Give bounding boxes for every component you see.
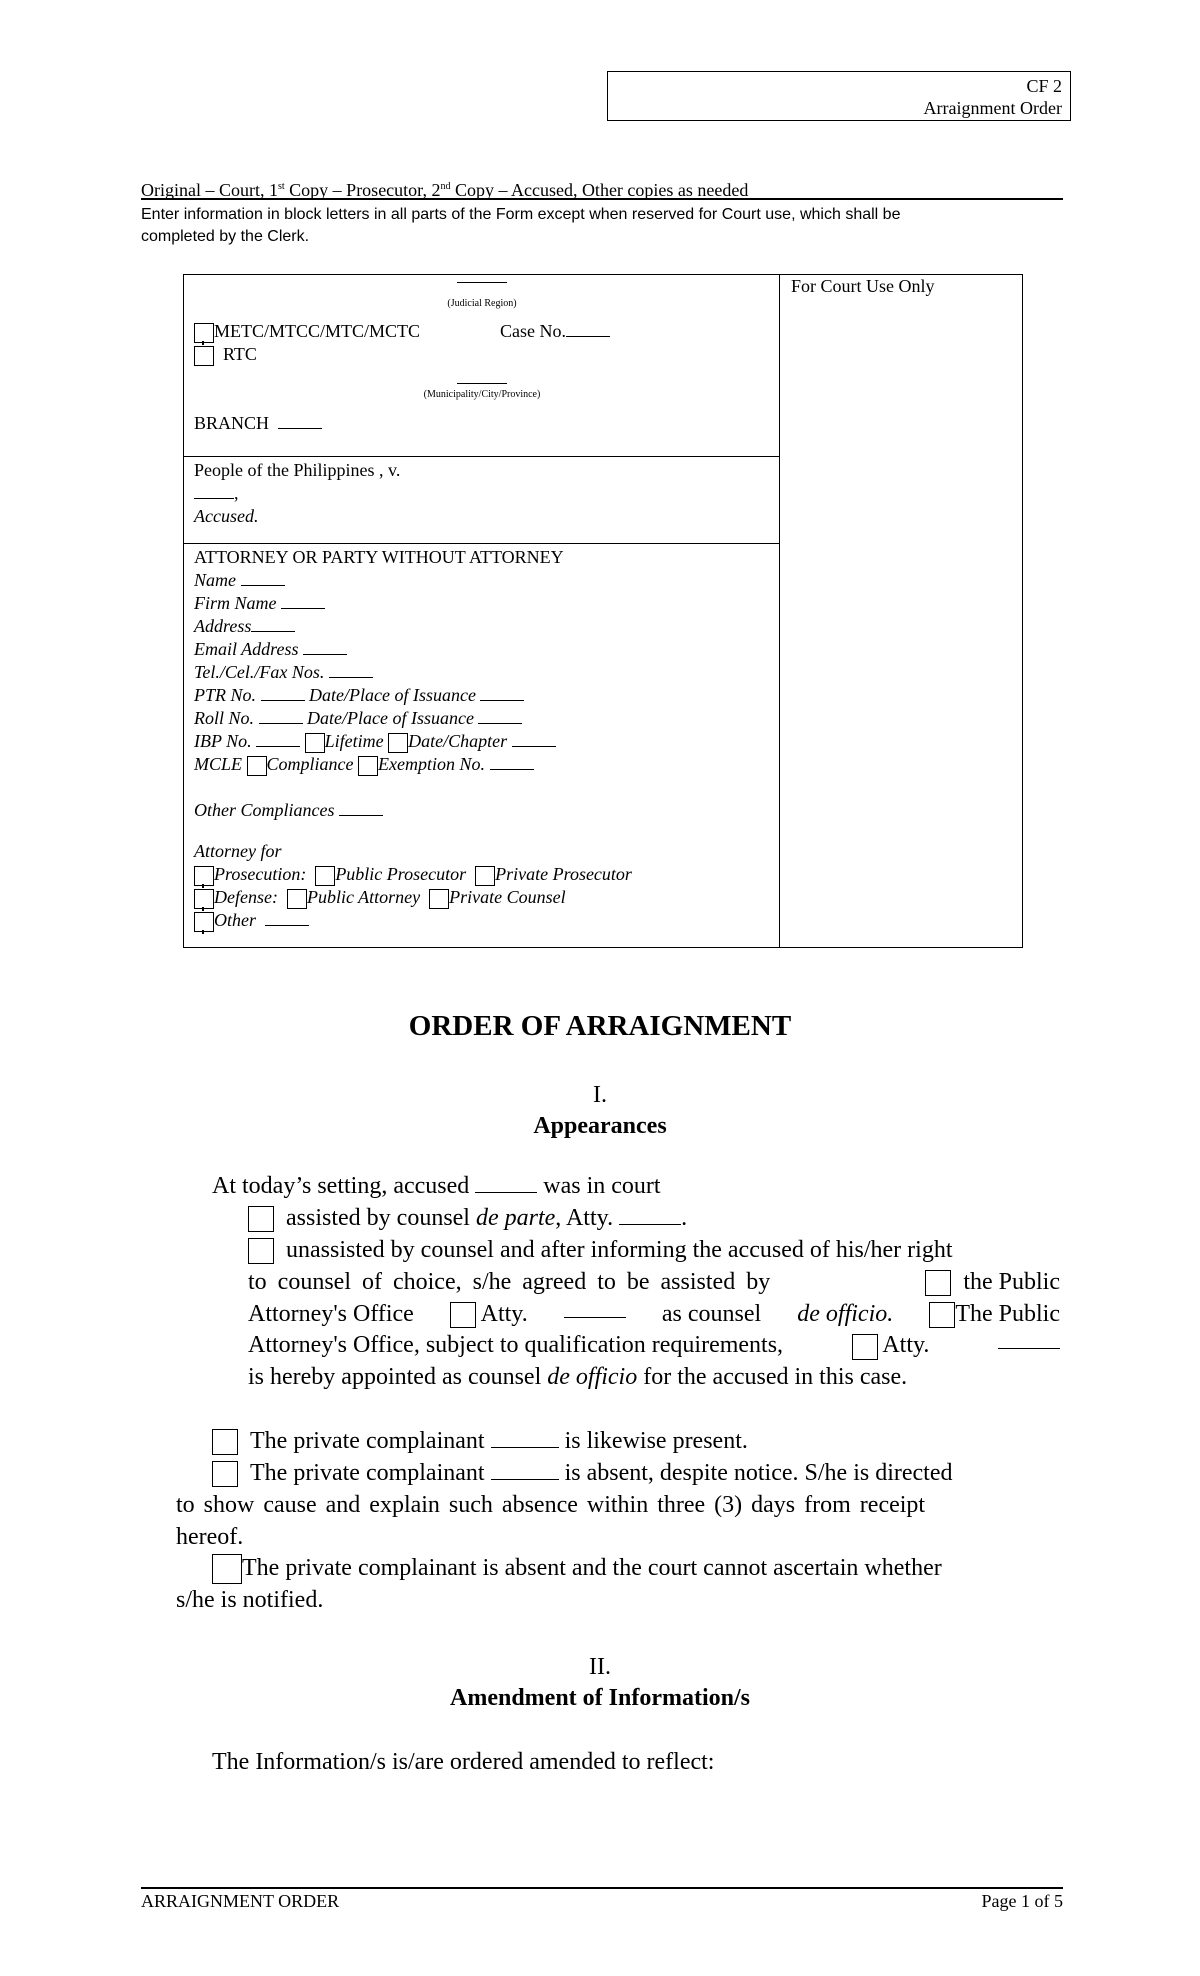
court-use-label: For Court Use Only: [791, 276, 935, 296]
private-counsel-checkbox[interactable]: [429, 889, 449, 909]
court-rtc-checkbox[interactable]: [194, 346, 214, 366]
public-prosecutor-checkbox[interactable]: [315, 866, 335, 886]
form-title: Arraignment Order: [923, 98, 1062, 118]
attorney-email: Email Address: [194, 638, 632, 661]
exemption-checkbox[interactable]: [358, 756, 378, 776]
instructions: Enter information in block letters in all parts of the Form except when reserved for Court use, which shall be completed by the Clerk.: [141, 206, 901, 245]
attorney-tel: Tel./Cel./Fax Nos.: [194, 661, 632, 684]
attorney-for: Attorney for: [194, 841, 282, 861]
caption-divider-2: [183, 543, 780, 544]
other-compliances: Other Compliances: [194, 799, 632, 822]
private-prosecutor-checkbox[interactable]: [475, 866, 495, 886]
form-code-box: [607, 71, 1071, 121]
complainant-absent-blank[interactable]: [491, 1461, 559, 1480]
roll-date-blank[interactable]: [478, 709, 522, 724]
municipality-blank[interactable]: [457, 383, 507, 384]
complainant-unknown: The private complainant is absent and the court cannot ascertain whether s/he is notified.: [176, 1555, 942, 1613]
form-code: CF 2: [1026, 76, 1062, 96]
attorney-firm: Firm Name: [194, 592, 632, 615]
attorney-for-other: Other: [194, 909, 632, 932]
accused-name-blank[interactable]: [194, 484, 234, 499]
unassisted-line-4: Attorney's Office, subject to qualification requirements, Atty.: [248, 1330, 1060, 1362]
tel-blank[interactable]: [329, 663, 373, 678]
prosecution-checkbox[interactable]: [194, 866, 214, 886]
section-1-title: Appearances: [533, 1113, 667, 1139]
name-blank[interactable]: [241, 571, 285, 586]
complainant-present: The private complainant is likewise present.: [212, 1426, 748, 1458]
header-rule: [141, 198, 1063, 200]
people-v: People of the Philippines , v.: [194, 460, 401, 480]
ptr-date-blank[interactable]: [480, 686, 524, 701]
ptr-blank[interactable]: [261, 686, 305, 701]
complainant-unknown-checkbox[interactable]: [212, 1554, 242, 1584]
attorney-section: [194, 546, 632, 932]
case-number: Case No.: [500, 320, 610, 343]
section-2-title: Amendment of Information/s: [450, 1685, 750, 1711]
lifetime-checkbox[interactable]: [305, 733, 325, 753]
date-chapter-checkbox[interactable]: [388, 733, 408, 753]
unassisted-option: [248, 1235, 1060, 1394]
other-compliances-blank[interactable]: [339, 801, 383, 816]
section-1-number: I.: [593, 1082, 607, 1108]
unassisted-line-3: Attorney's Office Atty. as counsel de officio. The Public: [248, 1300, 1060, 1327]
court-option-1: METC/MTCC/MTC/MCTC: [194, 320, 420, 343]
mcle-blank[interactable]: [490, 755, 534, 770]
roll-blank[interactable]: [259, 709, 303, 724]
attorney-for-prosecution: Prosecution: Public Prosecutor Private Prosecutor: [194, 863, 632, 886]
attorney-roll: Roll No. Date/Place of Issuance: [194, 707, 632, 730]
order-title: ORDER OF ARRAIGNMENT: [408, 1010, 792, 1042]
footer-left: ARRAIGNMENT ORDER: [141, 1891, 340, 1911]
court-metc-checkbox[interactable]: [194, 323, 214, 343]
other-blank[interactable]: [265, 911, 309, 926]
de-officio-atty-blank[interactable]: [564, 1299, 626, 1318]
attorney-for-defense: Defense: Public Attorney Private Counsel: [194, 886, 632, 909]
pao-subject-checkbox[interactable]: [929, 1302, 955, 1328]
unassisted-line-1: unassisted by counsel and after informing the accused of his/her right: [248, 1235, 1060, 1267]
court-option-2: RTC: [194, 343, 257, 366]
unassisted-line-2: to counsel of choice, s/he agreed to be assisted by the Public: [248, 1268, 1060, 1295]
amendment-text: The Information/s is/are ordered amended to reflect:: [212, 1749, 715, 1775]
accused-present-blank[interactable]: [475, 1174, 537, 1193]
branch: BRANCH: [194, 412, 322, 435]
unassisted-line-5: is hereby appointed as counsel de officio for the accused in this case.: [248, 1364, 908, 1391]
unassisted-checkbox[interactable]: [248, 1238, 274, 1264]
complainant-absent: The private complainant is absent, despite notice. S/he is directed to show cause and explain such absence within three (3) days from receipt hereof.: [176, 1460, 953, 1550]
section-2-number: II.: [589, 1654, 611, 1680]
footer-rule: [141, 1887, 1063, 1889]
appointed-atty-checkbox[interactable]: [852, 1334, 878, 1360]
copies-distribution: Original – Court, 1st Copy – Prosecutor, 2nd Copy – Accused, Other copies as needed: [141, 180, 749, 200]
email-blank[interactable]: [303, 640, 347, 655]
setting-line: At today’s setting, accused was in court: [212, 1173, 661, 1199]
firm-blank[interactable]: [281, 594, 325, 609]
attorney-ibp: IBP No. Lifetime Date/Chapter: [194, 730, 632, 753]
appointed-atty-blank[interactable]: [998, 1330, 1060, 1349]
judicial-region-label: (Judicial Region): [447, 298, 517, 309]
caption-divider-1: [183, 456, 780, 457]
attorney-ptr: PTR No. Date/Place of Issuance: [194, 684, 632, 707]
public-attorney-checkbox[interactable]: [287, 889, 307, 909]
pao-checkbox[interactable]: [925, 1270, 951, 1296]
other-checkbox[interactable]: [194, 912, 214, 932]
assisted-checkbox[interactable]: [248, 1206, 274, 1232]
attorney-mcle: MCLE Compliance Exemption No.: [194, 753, 632, 776]
assisted-option: assisted by counsel de parte, Atty. .: [248, 1203, 687, 1235]
footer-right: Page 1 of 5: [981, 1891, 1063, 1911]
complainant-present-blank[interactable]: [491, 1429, 559, 1448]
complainant-absent-checkbox[interactable]: [212, 1461, 238, 1487]
ibp-date-blank[interactable]: [512, 732, 556, 747]
address-blank[interactable]: [251, 617, 295, 632]
defense-checkbox[interactable]: [194, 889, 214, 909]
compliance-checkbox[interactable]: [247, 756, 267, 776]
branch-blank[interactable]: [278, 414, 322, 429]
complainant-present-checkbox[interactable]: [212, 1429, 238, 1455]
attorney-address: Address: [194, 615, 632, 638]
municipality-label: (Municipality/City/Province): [423, 389, 541, 400]
accused-label: Accused.: [194, 506, 259, 526]
attorney-heading: ATTORNEY OR PARTY WITHOUT ATTORNEY: [194, 547, 564, 567]
atty-de-officio-checkbox[interactable]: [450, 1302, 476, 1328]
accused-name: ,: [194, 482, 400, 505]
caption-divider-vertical: [779, 274, 780, 948]
de-parte-atty-blank[interactable]: [619, 1206, 681, 1225]
parties-section: [194, 459, 400, 528]
judicial-region-blank[interactable]: [457, 282, 507, 283]
case-number-blank[interactable]: [566, 322, 610, 337]
ibp-blank[interactable]: [256, 732, 300, 747]
attorney-name: Name: [194, 569, 632, 592]
